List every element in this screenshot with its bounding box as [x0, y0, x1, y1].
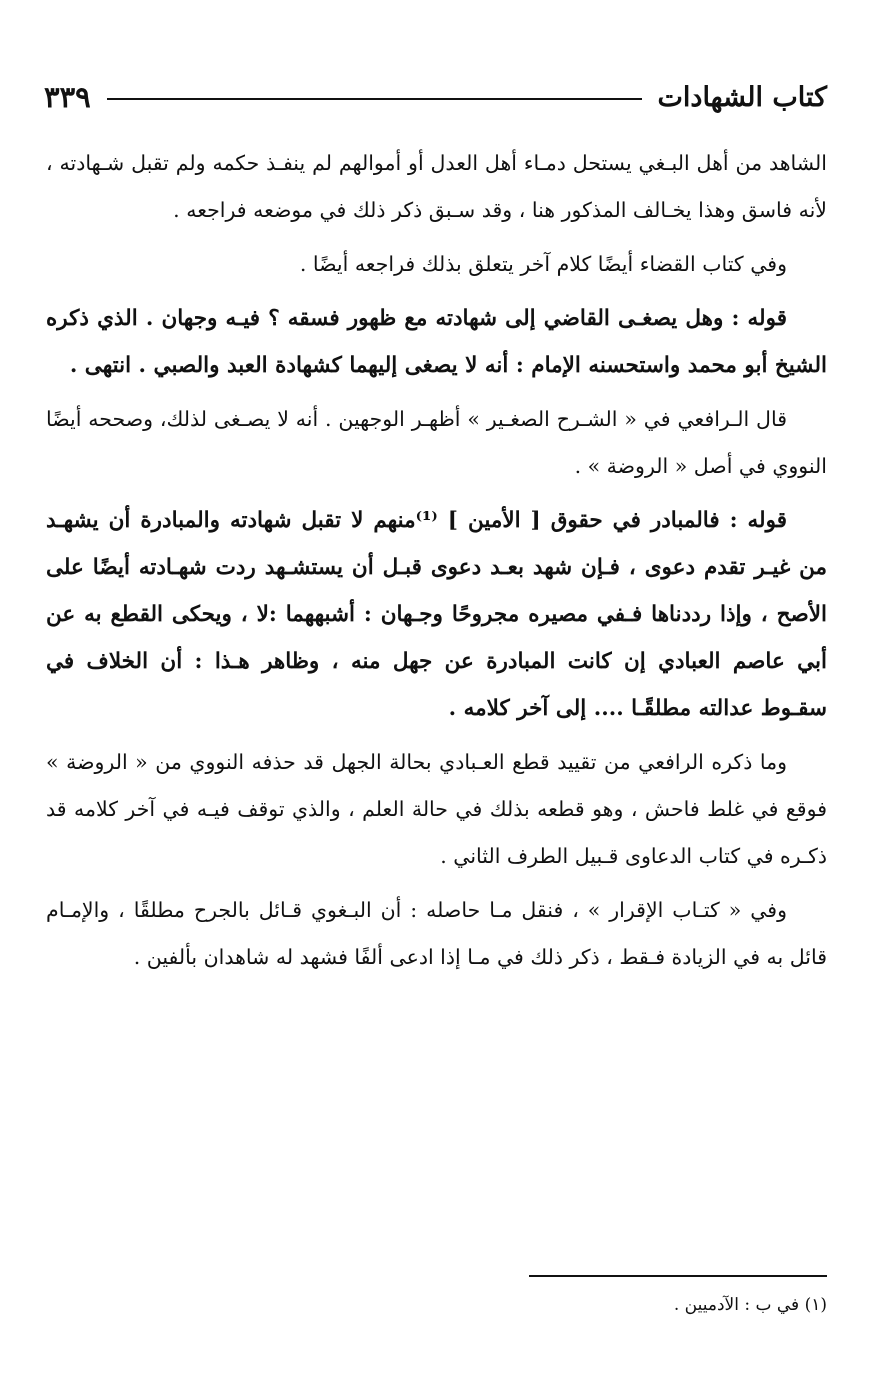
paragraph-1: الشاهد من أهل البـغي يستحل دمـاء أهل العدل أو أموالهم لم ينفـذ حكمه ولم تقبل شـهادته ، لأنه فاسق وهذا يخـالف المذكور هنا ، وقد سـبق ذكر ذلك في موضعه فراجعه . — [46, 151, 827, 222]
running-header — [44, 74, 827, 120]
chapter-title: كتاب الشهادات — [657, 81, 827, 113]
header-rule — [107, 98, 642, 100]
paragraph-2: وفي كتاب القضاء أيضًا كلام آخر يتعلق بذلك فراجعه أيضًا . — [299, 252, 787, 276]
page-body — [46, 140, 827, 981]
paragraph-5-bold-quote: قوله : فالمبادر في حقوق [ الأمين ] ⁽¹⁾منهم لا تقبل شهادته والمبادرة أن يشهـد من غيـر تقدم دعوى ، فـإن شهد بعـد دعوى قبـل أن يستشـهد ردت شهـادته أيضًا على الأصح ، وإذا رددناها فـفي مصيره مجروحًا وجـهان : أشبههما :لا ، ويحكى القطع به عن أبي عاصم العبادي إن كانت المبادرة عن جهل منه ، وظاهر هـذا : أن الخلاف في سقـوط عدالته مطلقًـا .... إلى آخر كلامه . — [46, 508, 827, 721]
footnote: (١) في ب : الآدميين . — [673, 1295, 827, 1315]
paragraph-6: وما ذكره الرافعي من تقييد قطع العـبادي بحالة الجهل قد حذفه النووي من « الروضة » فوقع في غلط فاحش ، وهو قطعه بذلك في حالة العلم ، والذي توقف فيـه في آخر كلامه قد ذكـره في كتاب الدعاوى قـبيل الطرف الثاني . — [46, 750, 827, 868]
page-number: ٣٣٩ — [44, 80, 91, 114]
paragraph-3-bold-quote: قوله : وهل يصغـى القاضي إلى شهادته مع ظهور فسقه ؟ فيـه وجهان . الذي ذكره الشيخ أبو محمد واستحسنه الإمام : أنه لا يصغى إليهما كشهادة العبد والصبي . انتهى . — [46, 306, 827, 378]
paragraph-4: قال الـرافعي في « الشـرح الصغـير » أظهـر الوجهين . أنه لا يصـغى لذلك، وصححه أيضًا النووي في أصل « الروضة » . — [46, 407, 827, 478]
paragraph-7: وفي « كتـاب الإقرار » ، فنقل مـا حاصله : أن البـغوي قـائل بالجرح مطلقًا ، والإمـام قائل به في الزيادة فـقط ، ذكر ذلك في مـا إذا ادعى ألفًا فشهد له شاهدان بألفين . — [46, 898, 827, 969]
footnote-rule — [529, 1275, 827, 1277]
